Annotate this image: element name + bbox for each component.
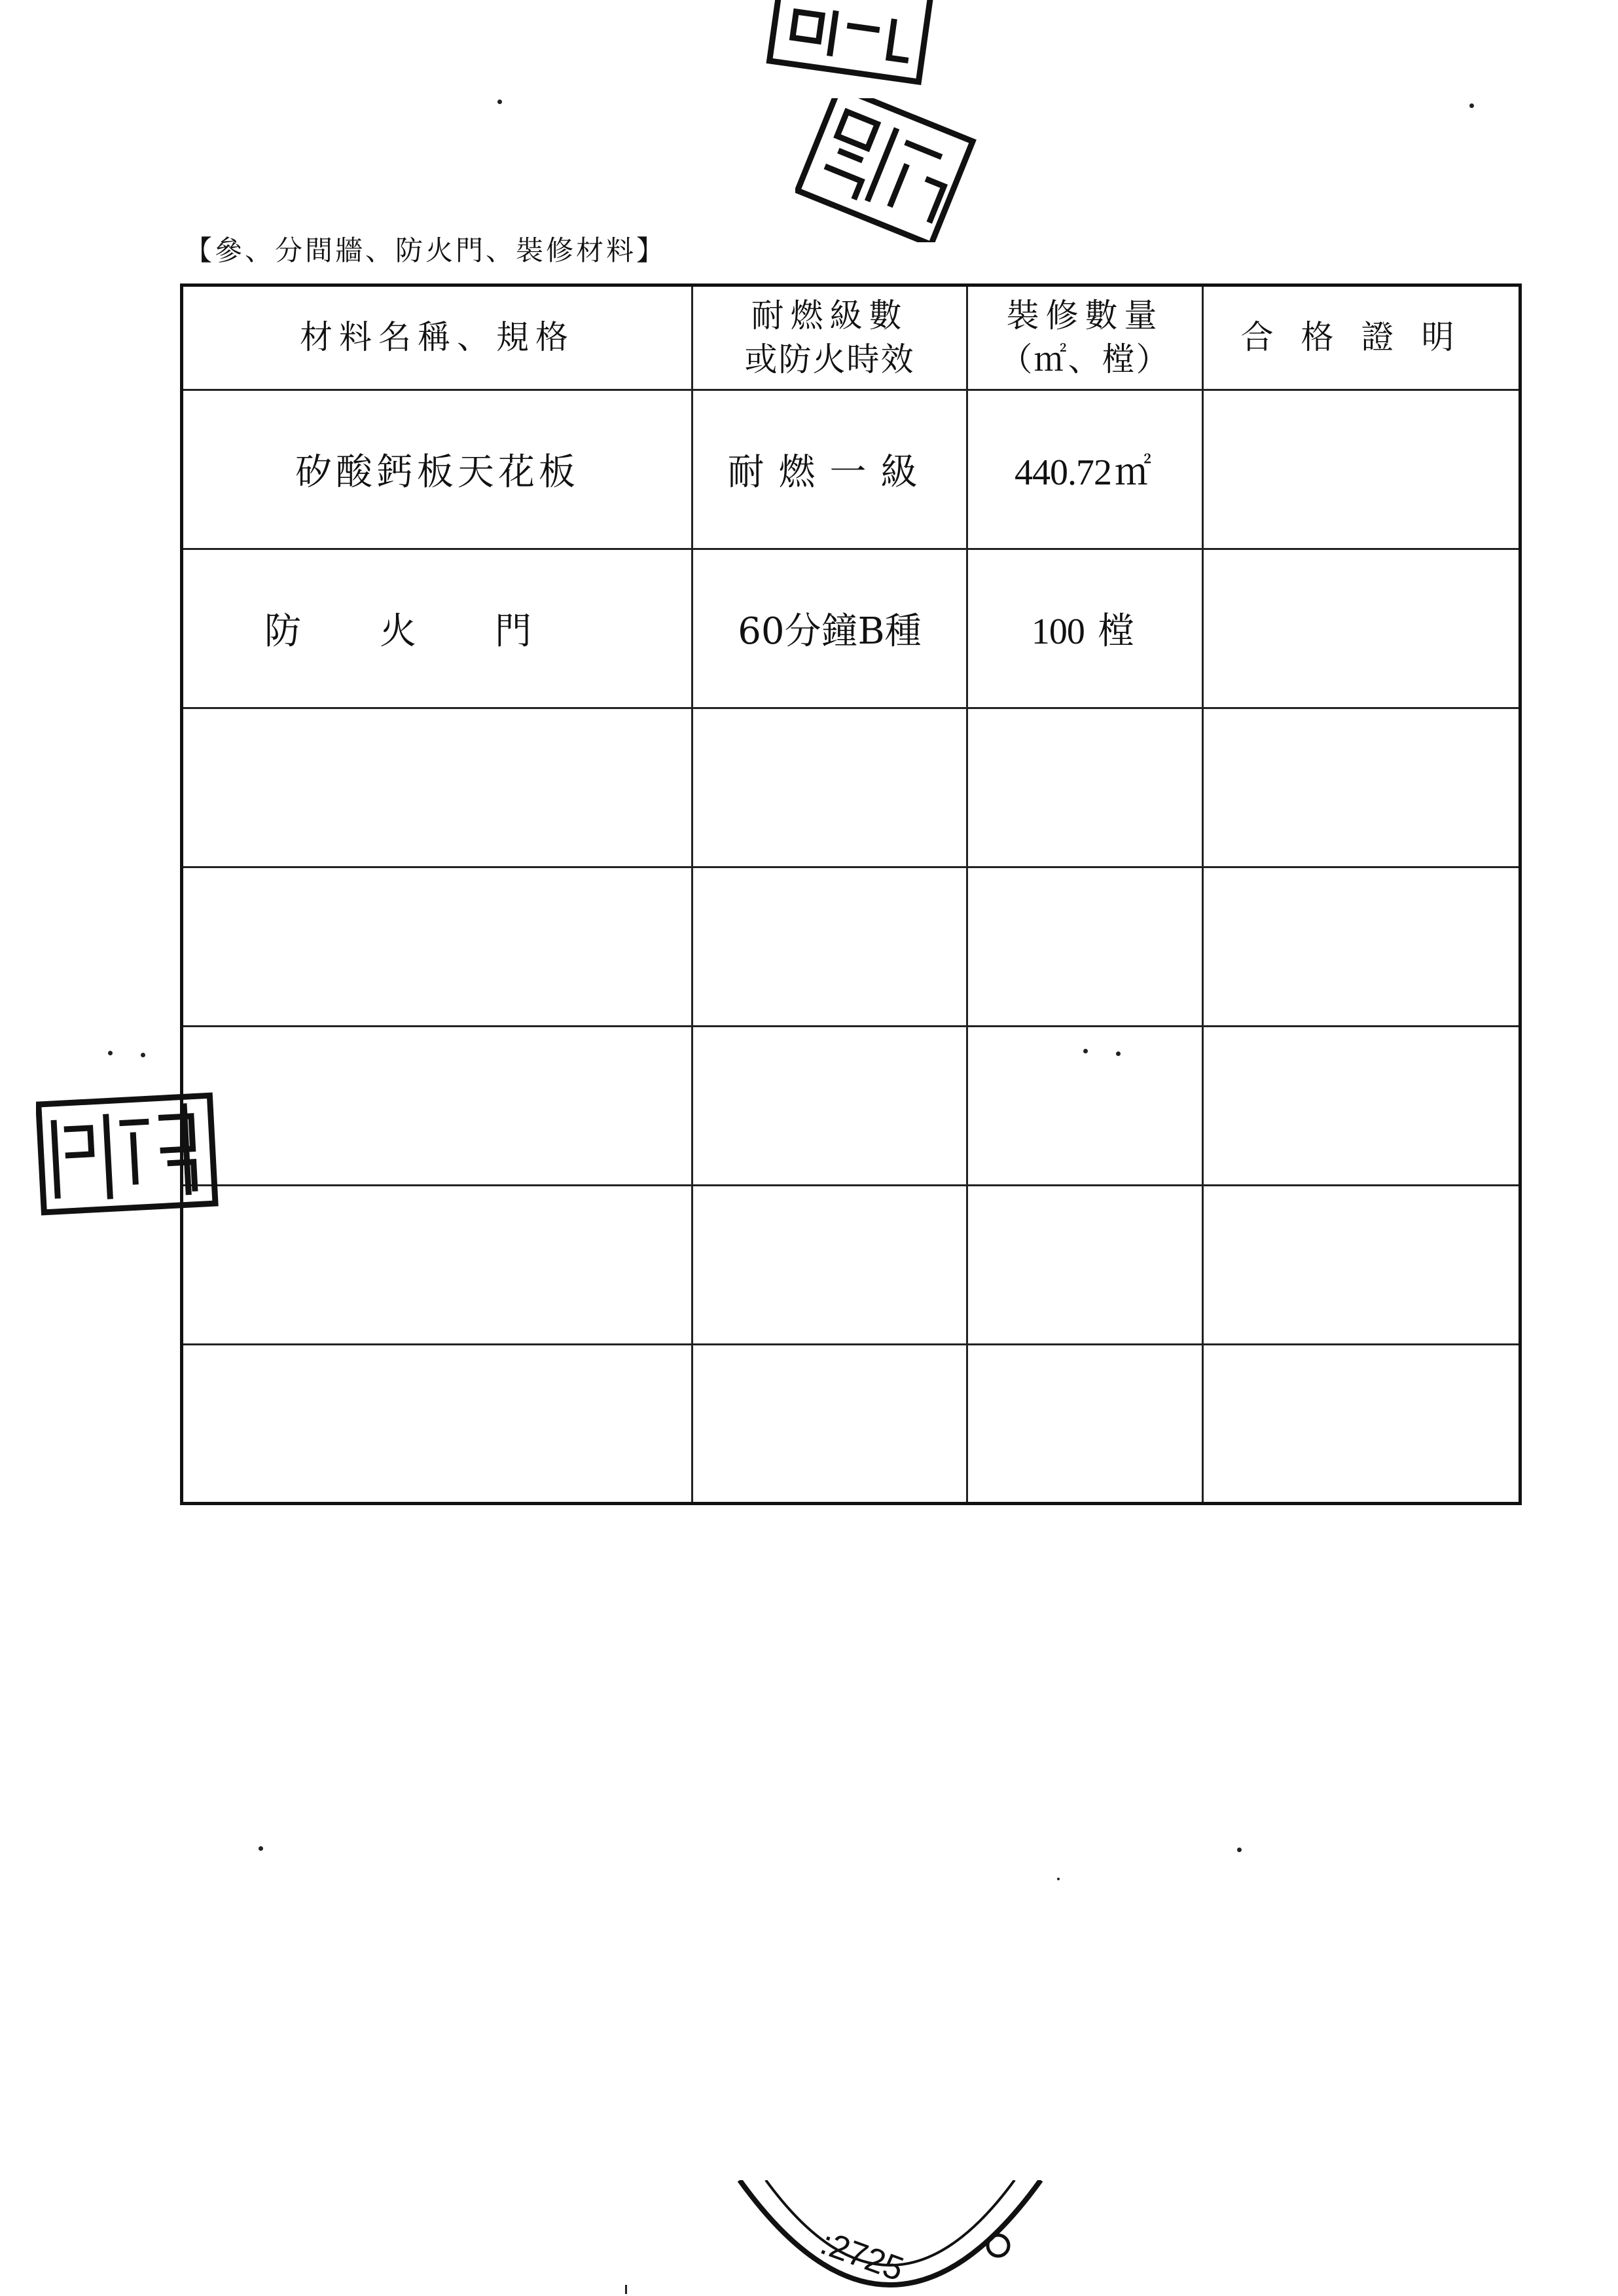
material-name-cell [182,1027,692,1186]
header-certificate: 合格證明 [1203,285,1520,390]
material-name-cell [182,1345,692,1504]
left-seal-stamp-icon [36,1087,219,1224]
material-name-cell [182,1186,692,1345]
materials-table [180,283,1522,1505]
certificate-cell [1203,708,1520,867]
certificate-cell [1203,1186,1520,1345]
header-material-name: 材料名稱、規格 [182,285,692,390]
material-name-cell [182,708,692,867]
certificate-cell [1203,390,1520,549]
bottom-seal-text: :2725 [815,2223,909,2289]
table-header-row [182,285,1520,390]
quantity-cell [967,867,1203,1027]
top-seal-stamp-icon [766,0,936,92]
quantity-cell: 440.72 ㎡ [967,390,1203,549]
fire-rating-cell [692,1345,967,1504]
table-row [182,867,1520,1027]
quantity-cell: 100 樘 [967,549,1203,708]
fire-rating-cell [692,1186,967,1345]
quantity-cell [967,708,1203,867]
header-quantity: 裝修數量 （㎡、樘） [967,285,1203,390]
fire-rating-cell [692,1027,967,1186]
material-name-cell: 矽酸鈣板天花板 [182,390,692,549]
table-row [182,1186,1520,1345]
material-name-cell [182,867,692,1027]
quantity-cell [967,1186,1203,1345]
table-row [182,549,1520,708]
top-seal-stamp-2-icon [795,98,979,242]
material-name-cell: 防火門 [182,549,692,708]
fire-rating-cell: 60分鐘B種 [692,549,967,708]
certificate-cell [1203,1027,1520,1186]
quantity-cell [967,1345,1203,1504]
certificate-cell [1203,1345,1520,1504]
fire-rating-cell [692,708,967,867]
header-fire-rating: 耐燃級數 或防火時效 [692,285,967,390]
fire-rating-cell: 耐燃一級 [692,390,967,549]
fire-rating-cell [692,867,967,1027]
certificate-cell [1203,549,1520,708]
table-row [182,390,1520,549]
section-title: 【參、分間牆、防火門、裝修材料】 [185,234,667,266]
table-row [182,1345,1520,1504]
certificate-cell [1203,867,1520,1027]
table-row [182,708,1520,867]
bottom-round-seal-icon [727,2180,1054,2296]
table-row [182,1027,1520,1186]
